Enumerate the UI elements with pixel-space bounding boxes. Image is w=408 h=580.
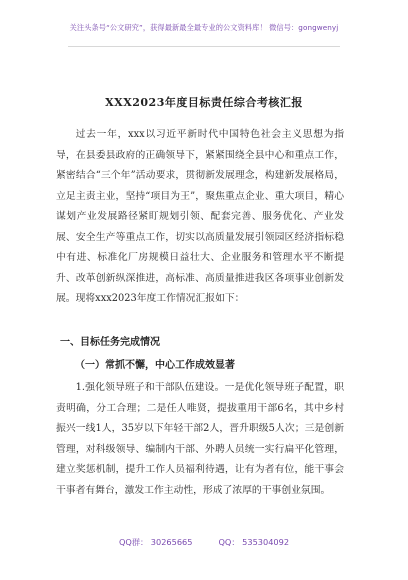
section-heading: 一、目标任务完成情况 (60, 337, 160, 348)
header-divider (68, 46, 340, 47)
paragraph-block (56, 378, 344, 501)
footer-qq: QQ： 535304092 (218, 537, 290, 547)
paragraph-1: 1.强化领导班子和干部队伍建设。一是优化领导班子配置，职责明确，分工合理；二是任人唯贤，提拔重用干部6名，其中乡村振兴一线1人，35岁以下年轻干部2人，晋升职级5人次；三是创新管理，对科级领导、编制内干部、外聘人员统一实行扁平化管理，建立奖惩机制，提升工作人员福利待遇，让有为者有位，能干事会干事者有舞台，激发工作主动性，形成了浓厚的干事创业氛围。 (56, 382, 344, 496)
header-banner: 关注头条号“公文研究”，获得最新最全最专业的公文资料库！ 微信号：gongwenyj (69, 23, 339, 32)
intro-block (56, 125, 344, 310)
footer-qq-group: QQ群： 30265665 (118, 537, 193, 547)
intro-paragraph: 过去一年，xxx以习近平新时代中国特色社会主义思想为指导，在县委县政府的正确领导下，紧紧围绕全县中心和重点工作，紧密结合“三个年”活动要求，贯彻新发展理念，构建新发展格局，立足主责主业，坚持“项目为王”，聚焦重点企业、重大项目，精心谋划产业发展路径紧盯规划引领、配套完善、服务优化、产业发展、安全生产等重点工作，切实以高质量发展引领园区经济指标稳中有进、标准化厂房规模日益壮大、企业服务和管理水平不断提升、改革创新纵深推进，高标准、高质量推进我区各项事业创新发展。现将xxx2023年度工作情况汇报如下： (56, 129, 344, 304)
footer-contacts (0, 537, 408, 548)
document-title: XXX2023年度目标责任综合考核汇报 (105, 96, 303, 109)
subsection-heading: （一）常抓不懈，中心工作成效显著 (75, 360, 235, 371)
